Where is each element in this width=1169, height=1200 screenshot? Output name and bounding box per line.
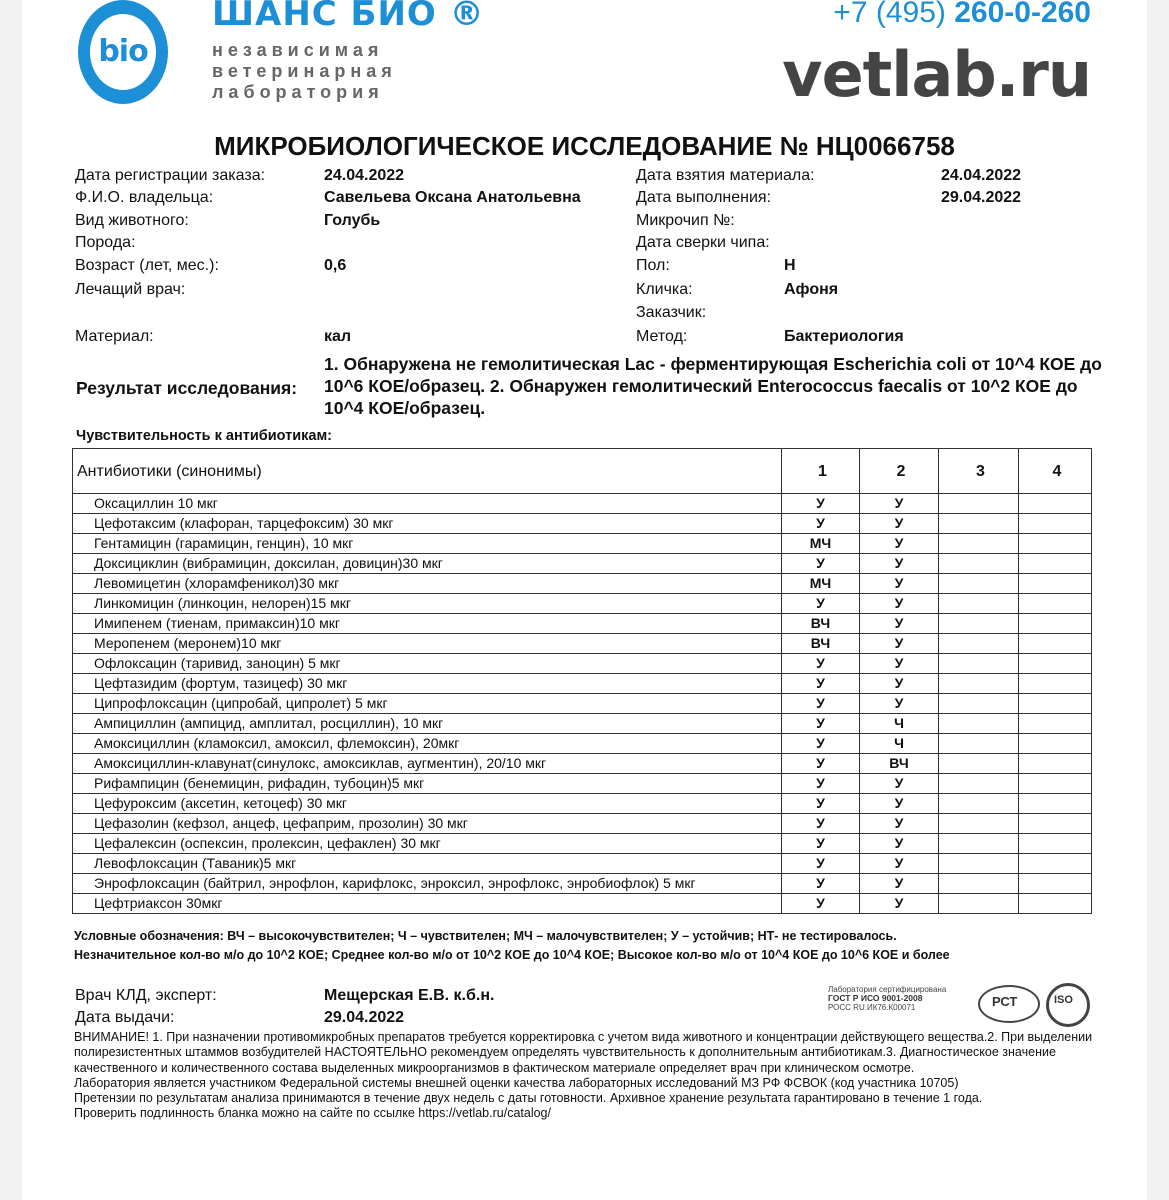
sensitivity-cell bbox=[1019, 674, 1092, 694]
sensitivity-cell: У bbox=[860, 774, 939, 794]
sensitivity-cell: У bbox=[860, 674, 939, 694]
table-row bbox=[73, 894, 1092, 914]
sensitivity-cell: У bbox=[782, 854, 860, 874]
iso-mark-text: ISO bbox=[1054, 994, 1073, 1006]
antibiotic-name-cell: Цефтазидим (фортум, тазицеф) 30 мкг bbox=[73, 674, 782, 694]
footer-paragraph: ВНИМАНИЕ! 1. При назначении противомикробных препаратов требуется корректировка с учетом вида животного и концентрации действующего вещества.2. При выделении полирезистентных штаммов возбудителей НАСТОЯТЕЛЬНО рекомендуем определять чувствительность к дополнительным антибиотикам.3. Диагностическое значение качественного и количественного состава выделенных микроорганизмов в фактическом материале определяет врач при клиническом осмотре. bbox=[74, 1030, 1093, 1075]
sensitivity-cell bbox=[939, 814, 1019, 834]
tagline-line-2: ветеринарная bbox=[212, 61, 397, 81]
sensitivity-cell: У bbox=[782, 814, 860, 834]
sensitivity-cell bbox=[939, 614, 1019, 634]
antibiotic-name-cell: Оксациллин 10 мкг bbox=[73, 494, 782, 514]
sensitivity-cell: У bbox=[860, 614, 939, 634]
table-row bbox=[73, 514, 1092, 534]
sensitivity-cell: У bbox=[860, 574, 939, 594]
expert-value: Мещерская Е.В. к.б.н. bbox=[324, 987, 495, 1004]
table-row bbox=[73, 734, 1092, 754]
table-row bbox=[73, 574, 1092, 594]
sensitivity-cell bbox=[1019, 714, 1092, 734]
sensitivity-cell bbox=[1019, 814, 1092, 834]
sensitivity-cell bbox=[939, 594, 1019, 614]
logo-text: bio bbox=[98, 34, 148, 69]
sensitivity-cell: У bbox=[782, 674, 860, 694]
sensitivity-cell: У bbox=[860, 854, 939, 874]
antibiotic-name-cell: Цефазолин (кефзол, анцеф, цефаприм, прозолин) 30 мкг bbox=[73, 814, 782, 834]
field-value: Савельева Оксана Анатольевна bbox=[324, 189, 581, 206]
antibiotic-name-cell: Рифампицин (бенемицин, рифадин, тубоцин)5 мкг bbox=[73, 774, 782, 794]
sensitivity-cell bbox=[1019, 834, 1092, 854]
sensitivity-cell bbox=[1019, 574, 1092, 594]
sensitivity-cell bbox=[939, 734, 1019, 754]
sensitivity-cell bbox=[939, 694, 1019, 714]
antibiotic-name-cell: Левофлоксацин (Таваник)5 мкг bbox=[73, 854, 782, 874]
sensitivity-cell bbox=[1019, 794, 1092, 814]
sensitivity-cell bbox=[939, 534, 1019, 554]
sensitivity-cell: У bbox=[860, 894, 939, 914]
antibiotic-name-cell: Гентамицин (гарамицин, генцин), 10 мкг bbox=[73, 534, 782, 554]
field-label: Дата выполнения: bbox=[636, 189, 772, 206]
field-value: Голубь bbox=[324, 212, 381, 229]
sensitivity-cell: У bbox=[782, 894, 860, 914]
sensitivity-cell: У bbox=[860, 874, 939, 894]
table-row bbox=[73, 874, 1092, 894]
sensitivity-cell: У bbox=[860, 554, 939, 574]
sensitivity-cell: У bbox=[782, 554, 860, 574]
sensitivity-cell: ВЧ bbox=[782, 614, 860, 634]
sensitivity-cell: МЧ bbox=[782, 574, 860, 594]
legend-line-2: Незначительное кол-во м/о до 10^2 КОЕ; Среднее кол-во м/о от 10^2 КОЕ до 10^4 КОЕ; Высокое кол-во м/о от 10^4 КОЕ до 10^6 КОЕ и более bbox=[74, 948, 950, 962]
field-value: 29.04.2022 bbox=[941, 189, 1022, 206]
table-header-row bbox=[73, 449, 1092, 494]
sensitivity-cell: У bbox=[860, 654, 939, 674]
sensitivity-cell bbox=[939, 754, 1019, 774]
antibiotic-name-cell: Цефуроксим (аксетин, кетоцеф) 30 мкг bbox=[73, 794, 782, 814]
sensitivity-cell bbox=[939, 514, 1019, 534]
sensitivity-cell bbox=[939, 714, 1019, 734]
header-cell: Антибиотики (синонимы) bbox=[73, 449, 782, 494]
sensitivity-cell bbox=[1019, 874, 1092, 894]
rst-mark-text: РСТ bbox=[992, 994, 1018, 1009]
field-label: Пол: bbox=[636, 257, 670, 274]
sensitivity-cell: У bbox=[782, 514, 860, 534]
sensitivity-cell bbox=[939, 634, 1019, 654]
field-label: Метод: bbox=[636, 328, 688, 345]
sensitivity-cell bbox=[1019, 514, 1092, 534]
phone-number: +7 (495) 260-0-260 bbox=[833, 0, 1091, 29]
sensitivity-cell: У bbox=[782, 774, 860, 794]
antibiotic-name-cell: Левомицетин (хлорамфеникол)30 мкг bbox=[73, 574, 782, 594]
field-value: 24.04.2022 bbox=[941, 167, 1022, 184]
field-value: Н bbox=[784, 257, 796, 274]
sensitivity-cell bbox=[1019, 494, 1092, 514]
result-text: 1. Обнаружена не гемолитическая Lac - ферментирующая Escherichia coli от 10^4 КОЕ до 10^6 КОЕ/образец. 2. Обнаружен гемолитический Enterococcus faecalis от 10^2 КОЕ до 10^4 КОЕ/образец. bbox=[324, 354, 1102, 418]
table-row bbox=[73, 814, 1092, 834]
bio-logo bbox=[78, 0, 168, 104]
field-value: Бактериология bbox=[784, 328, 904, 345]
table-row bbox=[73, 794, 1092, 814]
footer-notes bbox=[74, 1030, 1094, 1122]
field-value: Афоня bbox=[784, 281, 839, 298]
sensitivity-cell: У bbox=[860, 834, 939, 854]
table-row bbox=[73, 554, 1092, 574]
header-cell: 3 bbox=[939, 449, 1019, 494]
sensitivity-cell: У bbox=[860, 814, 939, 834]
table-row bbox=[73, 594, 1092, 614]
table-row bbox=[73, 674, 1092, 694]
sensitivity-cell: Ч bbox=[860, 734, 939, 754]
document-title: МИКРОБИОЛОГИЧЕСКОЕ ИССЛЕДОВАНИЕ № НЦ0066758 bbox=[214, 131, 955, 161]
table-row bbox=[73, 694, 1092, 714]
sensitivity-cell bbox=[939, 874, 1019, 894]
sensitivity-cell bbox=[939, 554, 1019, 574]
site-logo: vetlab.ru bbox=[782, 38, 1091, 111]
certification-text: Лаборатория сертифицирована ГОСТ Р ИСО 9001-2008 РОСС RU.ИК76.К00071 bbox=[828, 985, 947, 1012]
sensitivity-cell bbox=[939, 774, 1019, 794]
sensitivity-cell bbox=[1019, 534, 1092, 554]
sensitivity-cell: Ч bbox=[860, 714, 939, 734]
sensitivity-cell: У bbox=[860, 694, 939, 714]
sensitivity-cell bbox=[1019, 774, 1092, 794]
sensitivity-cell bbox=[939, 854, 1019, 874]
brand-name: ШАНС БИО ® bbox=[212, 0, 485, 34]
field-label: Заказчик: bbox=[636, 304, 707, 321]
field-label: Ф.И.О. владельца: bbox=[75, 189, 214, 206]
sensitivity-cell bbox=[939, 654, 1019, 674]
field-label: Материал: bbox=[75, 328, 154, 345]
legend-line-1: Условные обозначения: ВЧ – высокочувствителен; Ч – чувствителен; МЧ – малочувствителен; У – устойчив; НТ- не тестировалось. bbox=[74, 929, 897, 943]
field-label: Дата сверки чипа: bbox=[636, 234, 770, 251]
table-row bbox=[73, 534, 1092, 554]
issue-date-value: 29.04.2022 bbox=[324, 1009, 405, 1026]
sensitivity-cell bbox=[939, 834, 1019, 854]
antibiotic-name-cell: Амоксициллин (кламоксил, амоксил, флемоксин), 20мкг bbox=[73, 734, 782, 754]
field-value: 0,6 bbox=[324, 257, 347, 274]
sensitivity-cell: У bbox=[782, 834, 860, 854]
sensitivity-cell bbox=[939, 794, 1019, 814]
tagline-line-3: лаборатория bbox=[212, 82, 384, 102]
sensitivity-cell: У bbox=[860, 494, 939, 514]
sensitivity-cell: У bbox=[782, 594, 860, 614]
sensitivity-cell: У bbox=[860, 634, 939, 654]
sensitivity-cell: У bbox=[860, 534, 939, 554]
antibiotic-name-cell: Линкомицин (линкоцин, нелорен)15 мкг bbox=[73, 594, 782, 614]
table-row bbox=[73, 494, 1092, 514]
table-row bbox=[73, 714, 1092, 734]
sensitivity-cell bbox=[1019, 614, 1092, 634]
sensitivity-cell bbox=[939, 894, 1019, 914]
footer-paragraph: Претензии по результатам анализа принимаются в течение двух недель с даты готовности. Архивное хранение результата гарантировано в течение 1 года. bbox=[74, 1091, 983, 1106]
sensitivity-cell: У bbox=[860, 514, 939, 534]
sensitivity-cell bbox=[1019, 654, 1092, 674]
issue-date-label: Дата выдачи: bbox=[75, 1009, 175, 1026]
field-value: 24.04.2022 bbox=[324, 167, 405, 184]
header-cell: 4 bbox=[1019, 449, 1092, 494]
table-row bbox=[73, 834, 1092, 854]
table-row bbox=[73, 654, 1092, 674]
antibiotic-name-cell: Энрофлоксацин (байтрил, энрофлон, карифлокс, энроксил, энрофлокс, энробиофлок) 5 мкг bbox=[73, 874, 782, 894]
antibiotic-name-cell: Цефалексин (оспексин, пролексин, цефаклен) 30 мкг bbox=[73, 834, 782, 854]
sensitivity-cell bbox=[939, 494, 1019, 514]
table-row bbox=[73, 774, 1092, 794]
field-value: кал bbox=[324, 328, 352, 345]
field-label: Дата регистрации заказа: bbox=[75, 167, 266, 184]
field-label: Порода: bbox=[75, 234, 136, 251]
sensitivity-cell bbox=[1019, 734, 1092, 754]
sensitivity-cell bbox=[1019, 634, 1092, 654]
expert-label: Врач КЛД, эксперт: bbox=[75, 987, 217, 1004]
sensitivity-cell bbox=[1019, 594, 1092, 614]
sensitivity-cell: МЧ bbox=[782, 534, 860, 554]
sensitivity-cell: У bbox=[860, 794, 939, 814]
field-label: Микрочип №: bbox=[636, 212, 735, 229]
footer-paragraph: Проверить подлинность бланка можно на сайте по ссылке https://vetlab.ru/catalog/ bbox=[74, 1106, 551, 1121]
antibiotic-table bbox=[72, 448, 1092, 914]
sensitivity-cell: У bbox=[782, 654, 860, 674]
sensitivity-cell bbox=[1019, 554, 1092, 574]
sensitivity-cell bbox=[1019, 754, 1092, 774]
table-row bbox=[73, 634, 1092, 654]
sensitivity-cell: У bbox=[782, 794, 860, 814]
sensitivity-cell: У bbox=[782, 714, 860, 734]
table-row bbox=[73, 854, 1092, 874]
header-cell: 1 bbox=[782, 449, 860, 494]
field-label: Дата взятия материала: bbox=[636, 167, 815, 184]
antibiotic-name-cell: Цефтриаксон 30мкг bbox=[73, 894, 782, 914]
antibiotic-name-cell: Доксициклин (вибрамицин, доксилан, довицин)30 мкг bbox=[73, 554, 782, 574]
result-label: Результат исследования: bbox=[76, 378, 298, 398]
sensitivity-cell bbox=[1019, 694, 1092, 714]
sensitivity-cell bbox=[939, 574, 1019, 594]
sensitivity-cell bbox=[939, 674, 1019, 694]
sensitivity-cell: ВЧ bbox=[782, 634, 860, 654]
right-page-edge bbox=[1147, 0, 1169, 1200]
field-label: Кличка: bbox=[636, 281, 693, 298]
sensitivity-cell: У bbox=[860, 594, 939, 614]
sensitivity-cell bbox=[1019, 854, 1092, 874]
table-row bbox=[73, 614, 1092, 634]
sensitivity-cell: У bbox=[782, 494, 860, 514]
antibiotic-name-cell: Имипенем (тиенам, примаксин)10 мкг bbox=[73, 614, 782, 634]
tagline-line-1: независимая bbox=[212, 40, 384, 60]
header-cell: 2 bbox=[860, 449, 939, 494]
sensitivity-cell: У bbox=[782, 754, 860, 774]
field-label: Лечащий врач: bbox=[75, 281, 186, 298]
sensitivity-cell bbox=[1019, 894, 1092, 914]
sensitivity-cell: У bbox=[782, 734, 860, 754]
sensitivity-title: Чувствительность к антибиотикам: bbox=[76, 428, 333, 444]
footer-paragraph: Лаборатория является участником Федеральной системы внешней оценки качества лабораторных исследований МЗ РФ ФСВОК (код участника 10705) bbox=[74, 1075, 959, 1090]
left-page-edge bbox=[0, 0, 22, 1200]
sensitivity-cell: ВЧ bbox=[860, 754, 939, 774]
table-row bbox=[73, 754, 1092, 774]
sensitivity-cell: У bbox=[782, 874, 860, 894]
antibiotic-name-cell: Ампициллин (ампицид, амплитал, росциллин), 10 мкг bbox=[73, 714, 782, 734]
antibiotic-name-cell: Цефотаксим (клафоран, тарцефоксим) 30 мкг bbox=[73, 514, 782, 534]
field-label: Вид животного: bbox=[75, 212, 189, 229]
antibiotic-name-cell: Амоксициллин-клавунат(синулокс, амоксиклав, аугментин), 20/10 мкг bbox=[73, 754, 782, 774]
antibiotic-name-cell: Меропенем (меронем)10 мкг bbox=[73, 634, 782, 654]
antibiotic-name-cell: Офлоксацин (таривид, заноцин) 5 мкг bbox=[73, 654, 782, 674]
sensitivity-cell: У bbox=[782, 694, 860, 714]
field-label: Возраст (лет, мес.): bbox=[75, 257, 219, 274]
antibiotic-name-cell: Ципрофлоксацин (ципробай, ципролет) 5 мкг bbox=[73, 694, 782, 714]
